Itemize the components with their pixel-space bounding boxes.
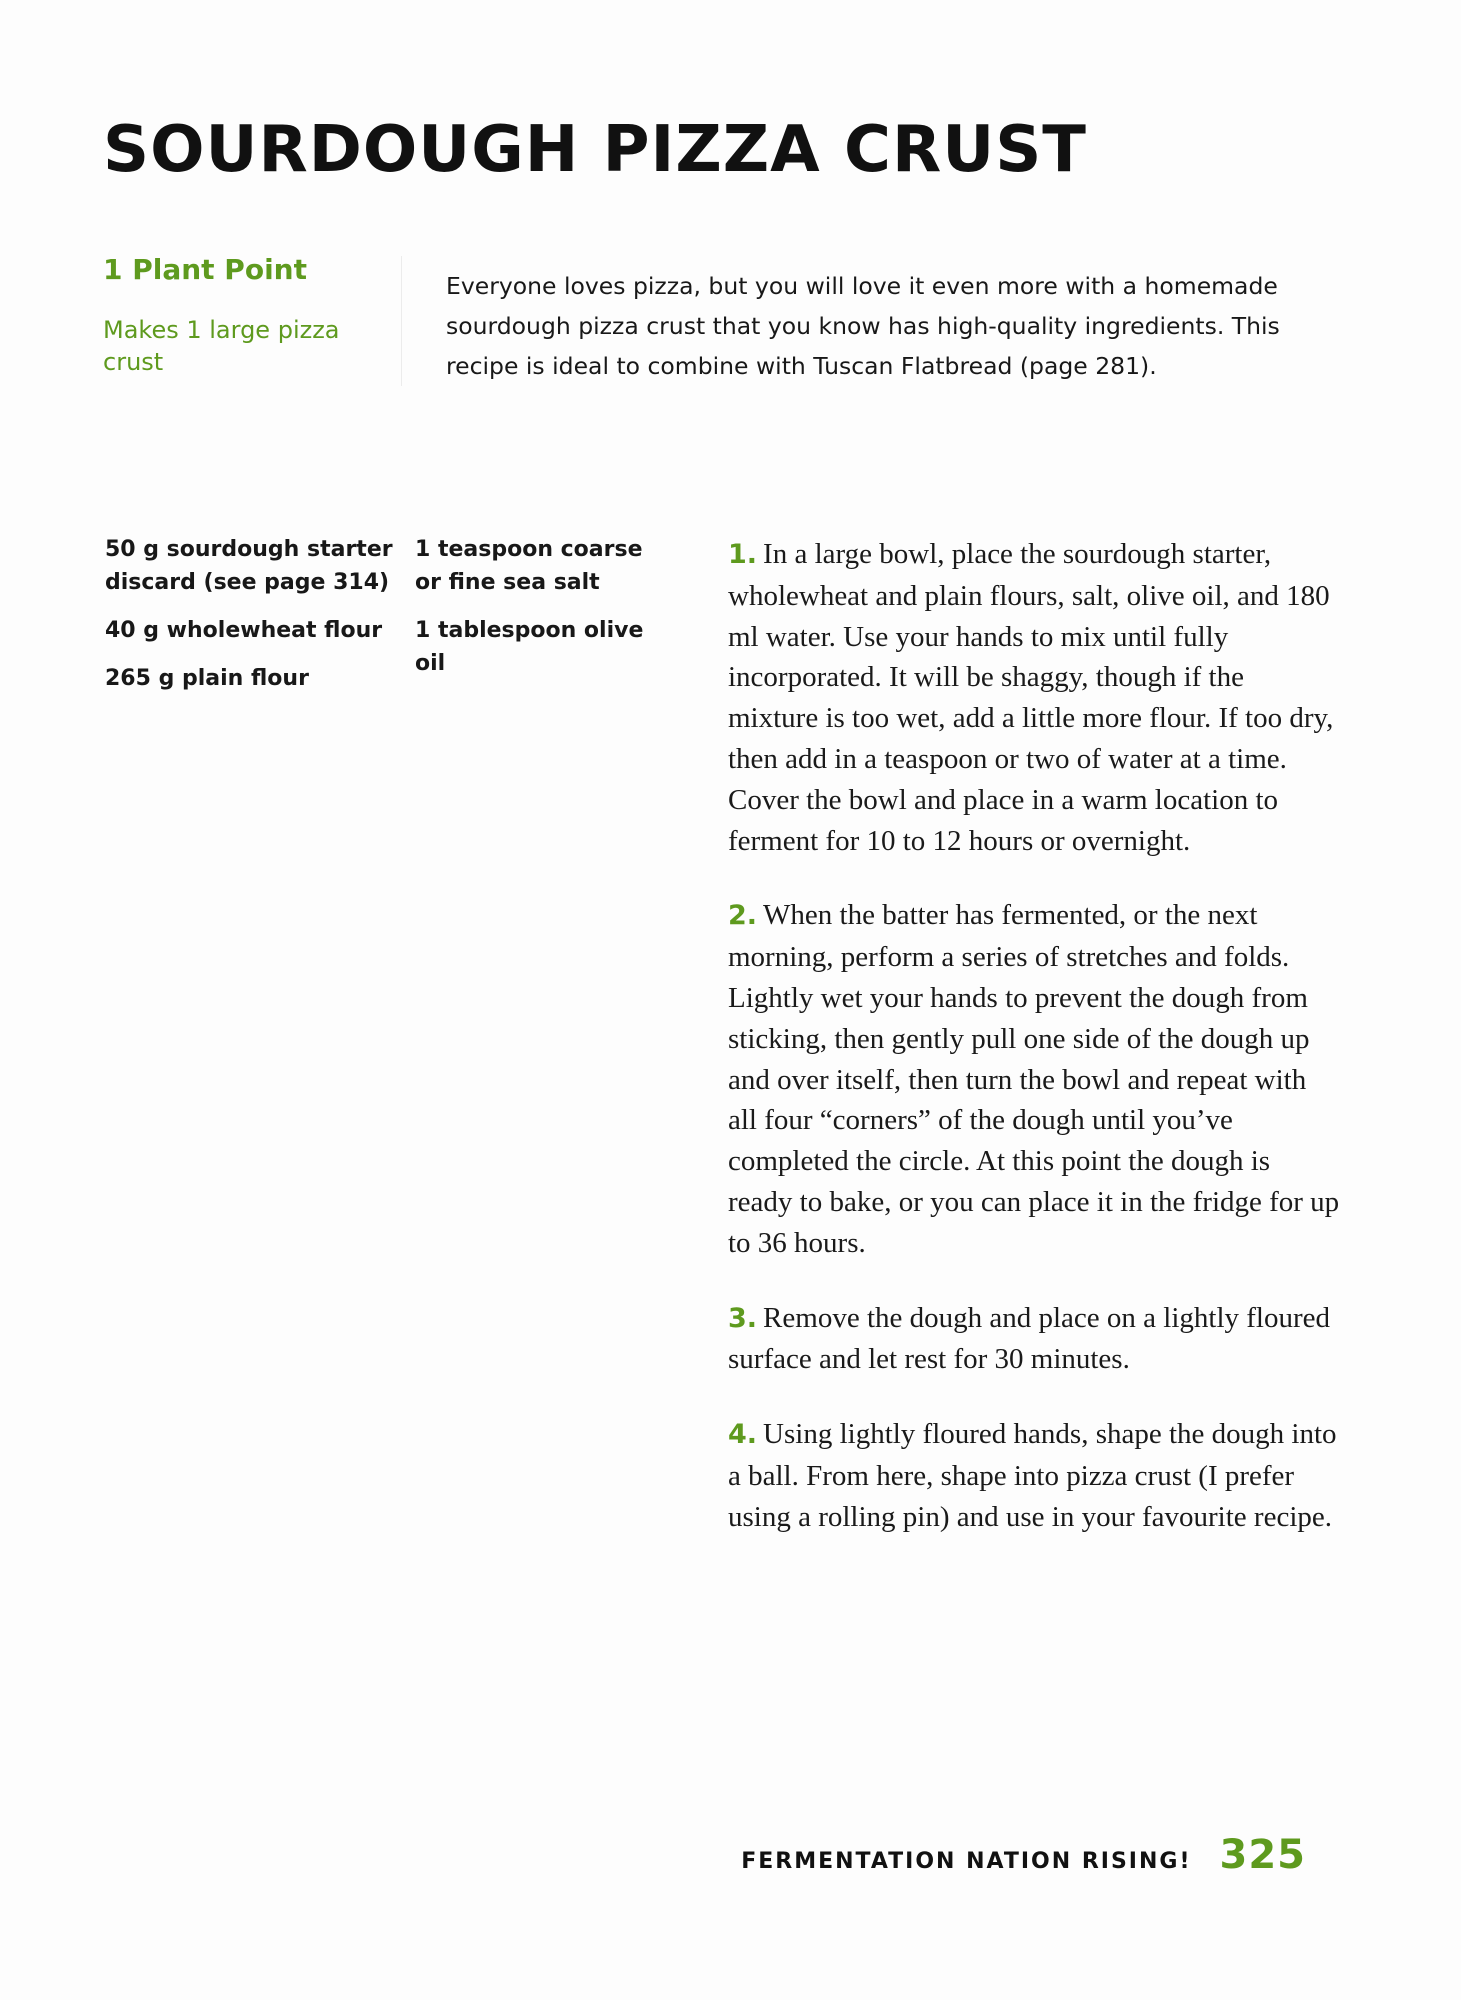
ingredient-item: 1 teaspoon coarse or fine sea salt (415, 537, 643, 595)
page-number: 325 (1219, 1832, 1306, 1878)
recipe-meta (103, 253, 393, 378)
ingredient-item: 265 g plain flour (105, 666, 309, 691)
ingredients-column-2 (415, 533, 675, 695)
method-step (728, 895, 1340, 1263)
step-text: When the batter has fermented, or the next morning, perform a series of stretches and folds. Lightly wet your hands to prevent the dough from sticking, then gently pull one side of the dough up and over itself, then turn the bowl and repeat with all four “corners” of the dough until you’ve completed the circle. At this point the dough is ready to bake, or you can place it in the fridge for up to 36 hours. (728, 899, 1340, 1259)
step-text: Using lightly floured hands, shape the dough into a ball. From here, shape into pizza crust (I prefer using a rolling pin) and use in your favourite recipe. (728, 1418, 1337, 1533)
ingredient-item: 50 g sourdough starter discard (see page 314) (105, 537, 393, 595)
recipe-yield: Makes 1 large pizza crust (103, 315, 340, 376)
recipe-intro: Everyone loves pizza, but you will love it even more with a homemade sourdough pizza crust that you know has high-quality ingredients. This recipe is ideal to combine with Tuscan Flatbread (page 281). (446, 272, 1280, 380)
ingredient-item: 1 tablespoon olive oil (415, 618, 644, 676)
meta-divider (401, 256, 402, 386)
step-number: 1. (728, 539, 758, 570)
ingredient-item: 40 g wholewheat flour (105, 618, 383, 643)
ingredients-column-1 (105, 533, 395, 710)
step-number: 4. (728, 1419, 758, 1451)
step-number: 3. (728, 1302, 758, 1334)
step-number: 2. (728, 900, 758, 932)
plant-point-label: 1 Plant Point (103, 253, 307, 286)
step-text: In a large bowl, place the sourdough starter, wholewheat and plain flours, salt, olive oil, and 180 ml water. Use your hands to mix until fully incorporated. It will be shaggy, though if the mixture is too wet, add a little more flour. If too dry, then add in a teaspoon or two of water at a time. Cover the bowl and place in a warm location to ferment for 10 to 12 hours or overnight. (728, 538, 1334, 857)
method-steps (728, 534, 1340, 1572)
recipe-title: SOURDOUGH PIZZA CRUST (103, 113, 1087, 187)
step-text: Remove the dough and place on a lightly floured surface and let rest for 30 minutes. (728, 1301, 1331, 1376)
method-step (728, 534, 1340, 861)
page-footer (741, 1832, 1306, 1878)
method-step (728, 1414, 1340, 1537)
method-step (728, 1298, 1340, 1381)
running-head: FERMENTATION NATION RISING! (741, 1849, 1192, 1874)
